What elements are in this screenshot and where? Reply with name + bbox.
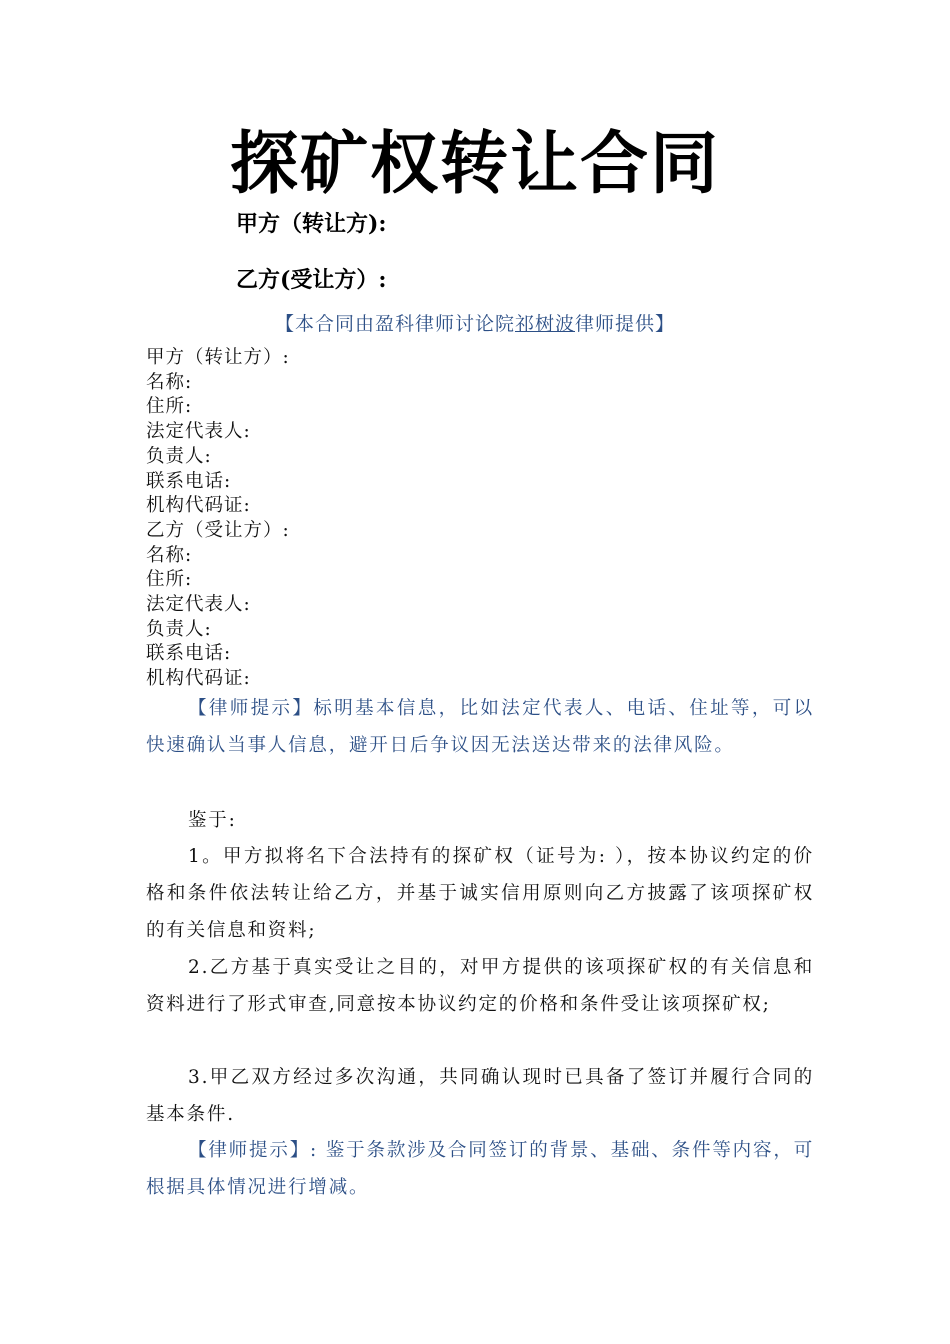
field-line: 住所: — [146, 396, 193, 418]
field-line: 法定代表人: — [146, 421, 251, 443]
field-line: 名称: — [146, 544, 193, 566]
lawyer-name-link[interactable]: 祁树波 — [514, 313, 575, 335]
party-b-heading: 乙方(受让方）: — [236, 267, 387, 293]
provided-by-prefix: 【本合同由盈科律师讨论院 — [274, 313, 515, 335]
whereas-clause-3: 3.甲乙双方经过多次沟通，共同确认现时已具备了签订并履行合同的基本条件. — [146, 1067, 814, 1125]
field-line: 负责人: — [146, 445, 212, 467]
party-info-fields — [146, 346, 290, 692]
field-line: 名称: — [146, 371, 193, 393]
field-line: 联系电话: — [146, 643, 232, 665]
whereas-clause-1: 1。甲方拟将名下合法持有的探矿权（证号为: ），按本协议约定的价格和条件依法转让给乙方，并基于诚实信用原则向乙方披露了该项探矿权的有关信息和资料; — [146, 846, 814, 941]
lawyer-tip-whereas: 【律师提示】: 鉴于条款涉及合同签订的背景、基础、条件等内容，可根据具体情况进行增减。 — [146, 1140, 814, 1198]
field-line: 机构代码证: — [146, 495, 251, 517]
whereas-label: 鉴于: — [188, 810, 237, 831]
field-line: 住所: — [146, 569, 193, 591]
field-line: 法定代表人: — [146, 594, 251, 616]
field-line: 联系电话: — [146, 470, 232, 492]
document-title: 探矿权转让合同 — [229, 124, 720, 204]
party-a-heading: 甲方（转让方): — [236, 211, 387, 237]
field-line: 乙方（受让方）: — [146, 519, 290, 541]
field-line: 甲方（转让方）: — [146, 347, 290, 368]
lawyer-tip-basic-info: 【律师提示】标明基本信息，比如法定代表人、电话、住址等，可以快速确认当事人信息，避开日后争议因无法送达带来的法律风险。 — [146, 698, 814, 756]
field-line: 机构代码证: — [146, 668, 251, 690]
field-line: 负责人: — [146, 618, 212, 640]
whereas-clause-2: 2.乙方基于真实受让之目的，对甲方提供的该项探矿权的有关信息和资料进行了形式审查,同意按本协议约定的价格和条件受让该项探矿权; — [146, 957, 814, 1015]
provided-by-suffix: 律师提供】 — [575, 313, 676, 335]
provided-by-note — [0, 309, 950, 339]
